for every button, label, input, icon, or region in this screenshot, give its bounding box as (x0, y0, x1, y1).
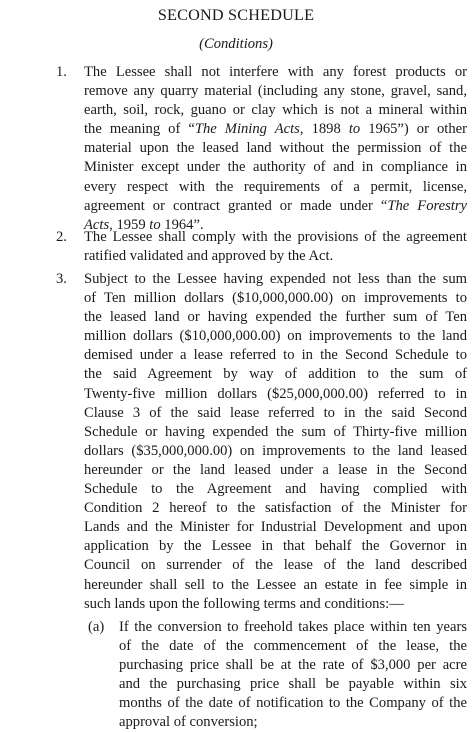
text-line: ratified validated and approved by the Act. (84, 248, 334, 265)
text-line-forestry-end: Acts, 1959 to 1964”. (84, 216, 204, 233)
text-line: Council on surrender of the lease of the land described (84, 557, 467, 574)
condition-text (84, 63, 467, 235)
text-line: of the date of the commencement of the lease, the (119, 638, 467, 655)
text-line: Clause 3 of the said lease referred to in the said Second (84, 404, 467, 421)
text-line: demised under a lease referred to in the Second Schedule to (84, 347, 467, 364)
condition-number: 3. (56, 271, 67, 287)
subitem-label: (a) (88, 619, 105, 635)
text-line: Minister except under the authority of and in compliance in (84, 159, 467, 176)
text-line: such lands upon the following terms and conditions:— (84, 595, 404, 612)
text-line: months of the date of notification to the Company of the (119, 695, 467, 712)
text-line: application by the Lessee in that behalf the Governor in (84, 538, 467, 555)
condition-text (84, 270, 467, 614)
text-line-forestry: agreement or contract granted or made under “The Forestry (84, 197, 467, 214)
text-line: Twenty-five million dollars ($25,000,000.00) referred to in (84, 385, 467, 402)
text-line: The Lessee shall comply with the provisions of the agreement (84, 229, 467, 245)
text-line: remove any quarry material (including any stone, gravel, sand, (84, 83, 467, 100)
condition-number: 1. (56, 64, 67, 80)
text-line: and the purchasing price shall be payable within six (119, 676, 467, 693)
text-line: material upon the leased land without the permission of the (84, 140, 467, 157)
text-line: Lands and the Minister for Industrial Development and upon (84, 519, 467, 536)
text-line: The Lessee shall not interfere with any forest products or (84, 64, 467, 80)
text-line: Subject to the Lessee having expended not less than the sum (84, 271, 467, 287)
text-line: purchasing price shall be at the rate of $3,000 per acre (119, 657, 467, 674)
text-line: of Ten million dollars ($10,000,000.00) on improvements to (84, 290, 467, 307)
text-line-mining-acts: the meaning of “The Mining Acts, 1898 to 1965”) or other (84, 121, 467, 138)
condition-text (84, 228, 467, 266)
subitem-text (119, 618, 467, 733)
condition-number: 2. (56, 229, 67, 245)
text-line: approval of conversion; (119, 714, 258, 731)
schedule-title: SECOND SCHEDULE (157, 6, 315, 24)
text-line: the leased land or having expended the further sum of Ten (84, 309, 467, 326)
text-line: the said Agreement by way of addition to the sum of (84, 366, 467, 383)
text-line: Condition 2 hereof to the satisfaction of the Minister for (84, 500, 467, 517)
text-line: million dollars ($10,000,000.00) on improvements to the land (84, 328, 467, 345)
schedule-subtitle: (Conditions) (199, 36, 273, 52)
text-line: earth, soil, rock, guano or clay which is not a mineral within (84, 102, 467, 119)
text-line: hereunder or the land leased under a lease in the Second (84, 461, 467, 478)
text-line: hereunder shall sell to the Lessee an estate in fee simple in (84, 576, 467, 593)
text-line: dollars ($35,000,000.00) on improvements to the land leased (84, 442, 467, 459)
text-line: Schedule to the Agreement and having complied with (84, 481, 467, 498)
text-line: If the conversion to freehold takes place within ten years (119, 619, 467, 635)
text-line: Schedule or having expended the sum of Thirty-five million (84, 423, 467, 440)
text-line: every respect with the requirements of a permit, license, (84, 178, 467, 195)
